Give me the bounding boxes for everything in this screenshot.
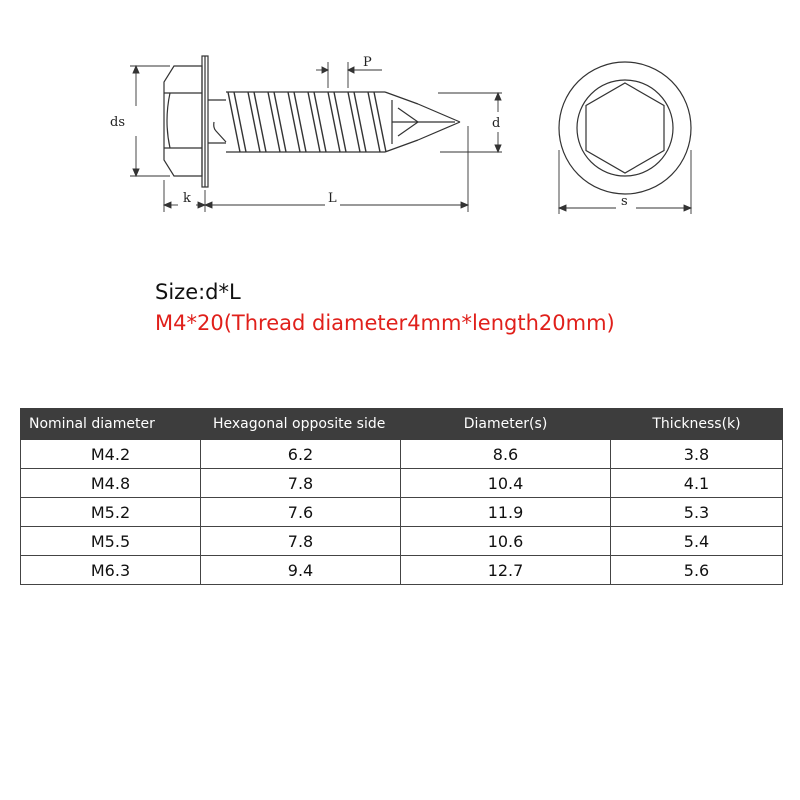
hex-head-side	[164, 66, 202, 176]
table-cell: M5.2	[21, 498, 201, 527]
table-row	[21, 469, 783, 498]
table-cell: 5.4	[611, 527, 783, 556]
table-cell: 12.7	[401, 556, 611, 585]
s-label: s	[621, 194, 628, 209]
table-cell: 10.6	[401, 527, 611, 556]
table-cell: M6.3	[21, 556, 201, 585]
ds-label: ds	[110, 115, 125, 130]
pitch-dimension	[316, 62, 382, 88]
size-title: Size:d*L	[155, 280, 241, 304]
table-cell: 8.6	[401, 440, 611, 469]
table-cell: 3.8	[611, 440, 783, 469]
spec-table	[20, 408, 783, 585]
screw-diagram	[0, 0, 800, 240]
table-cell: 11.9	[401, 498, 611, 527]
table-cell: 9.4	[201, 556, 401, 585]
header-thickness-k: Thickness(k)	[611, 409, 783, 440]
header-nominal-diameter: Nominal diameter	[21, 409, 201, 440]
k-label: k	[183, 191, 191, 206]
drill-point	[385, 92, 460, 152]
table-cell: M5.5	[21, 527, 201, 556]
P-label: P	[363, 55, 372, 70]
table-cell: 7.8	[201, 527, 401, 556]
table-row	[21, 440, 783, 469]
washer-flange	[202, 56, 208, 187]
d-label: d	[492, 116, 501, 131]
table-header-row	[21, 409, 783, 440]
size-example: M4*20(Thread diameter4mm*length20mm)	[155, 311, 615, 335]
table-cell: 4.1	[611, 469, 783, 498]
table-cell: M4.8	[21, 469, 201, 498]
table-cell: 7.8	[201, 469, 401, 498]
table-cell: 5.6	[611, 556, 783, 585]
L-label: L	[328, 191, 337, 206]
table-row	[21, 498, 783, 527]
header-hexagonal-opposite-side: Hexagonal opposite side	[201, 409, 401, 440]
table-cell: 6.2	[201, 440, 401, 469]
table-cell: M4.2	[21, 440, 201, 469]
table-cell: 7.6	[201, 498, 401, 527]
hex-head-top-view	[559, 62, 691, 194]
threads	[228, 92, 386, 152]
table-cell: 5.3	[611, 498, 783, 527]
table-row	[21, 556, 783, 585]
table-cell: 10.4	[401, 469, 611, 498]
k-l-dimension	[164, 126, 468, 212]
table-row	[21, 527, 783, 556]
header-diameter-s: Diameter(s)	[401, 409, 611, 440]
